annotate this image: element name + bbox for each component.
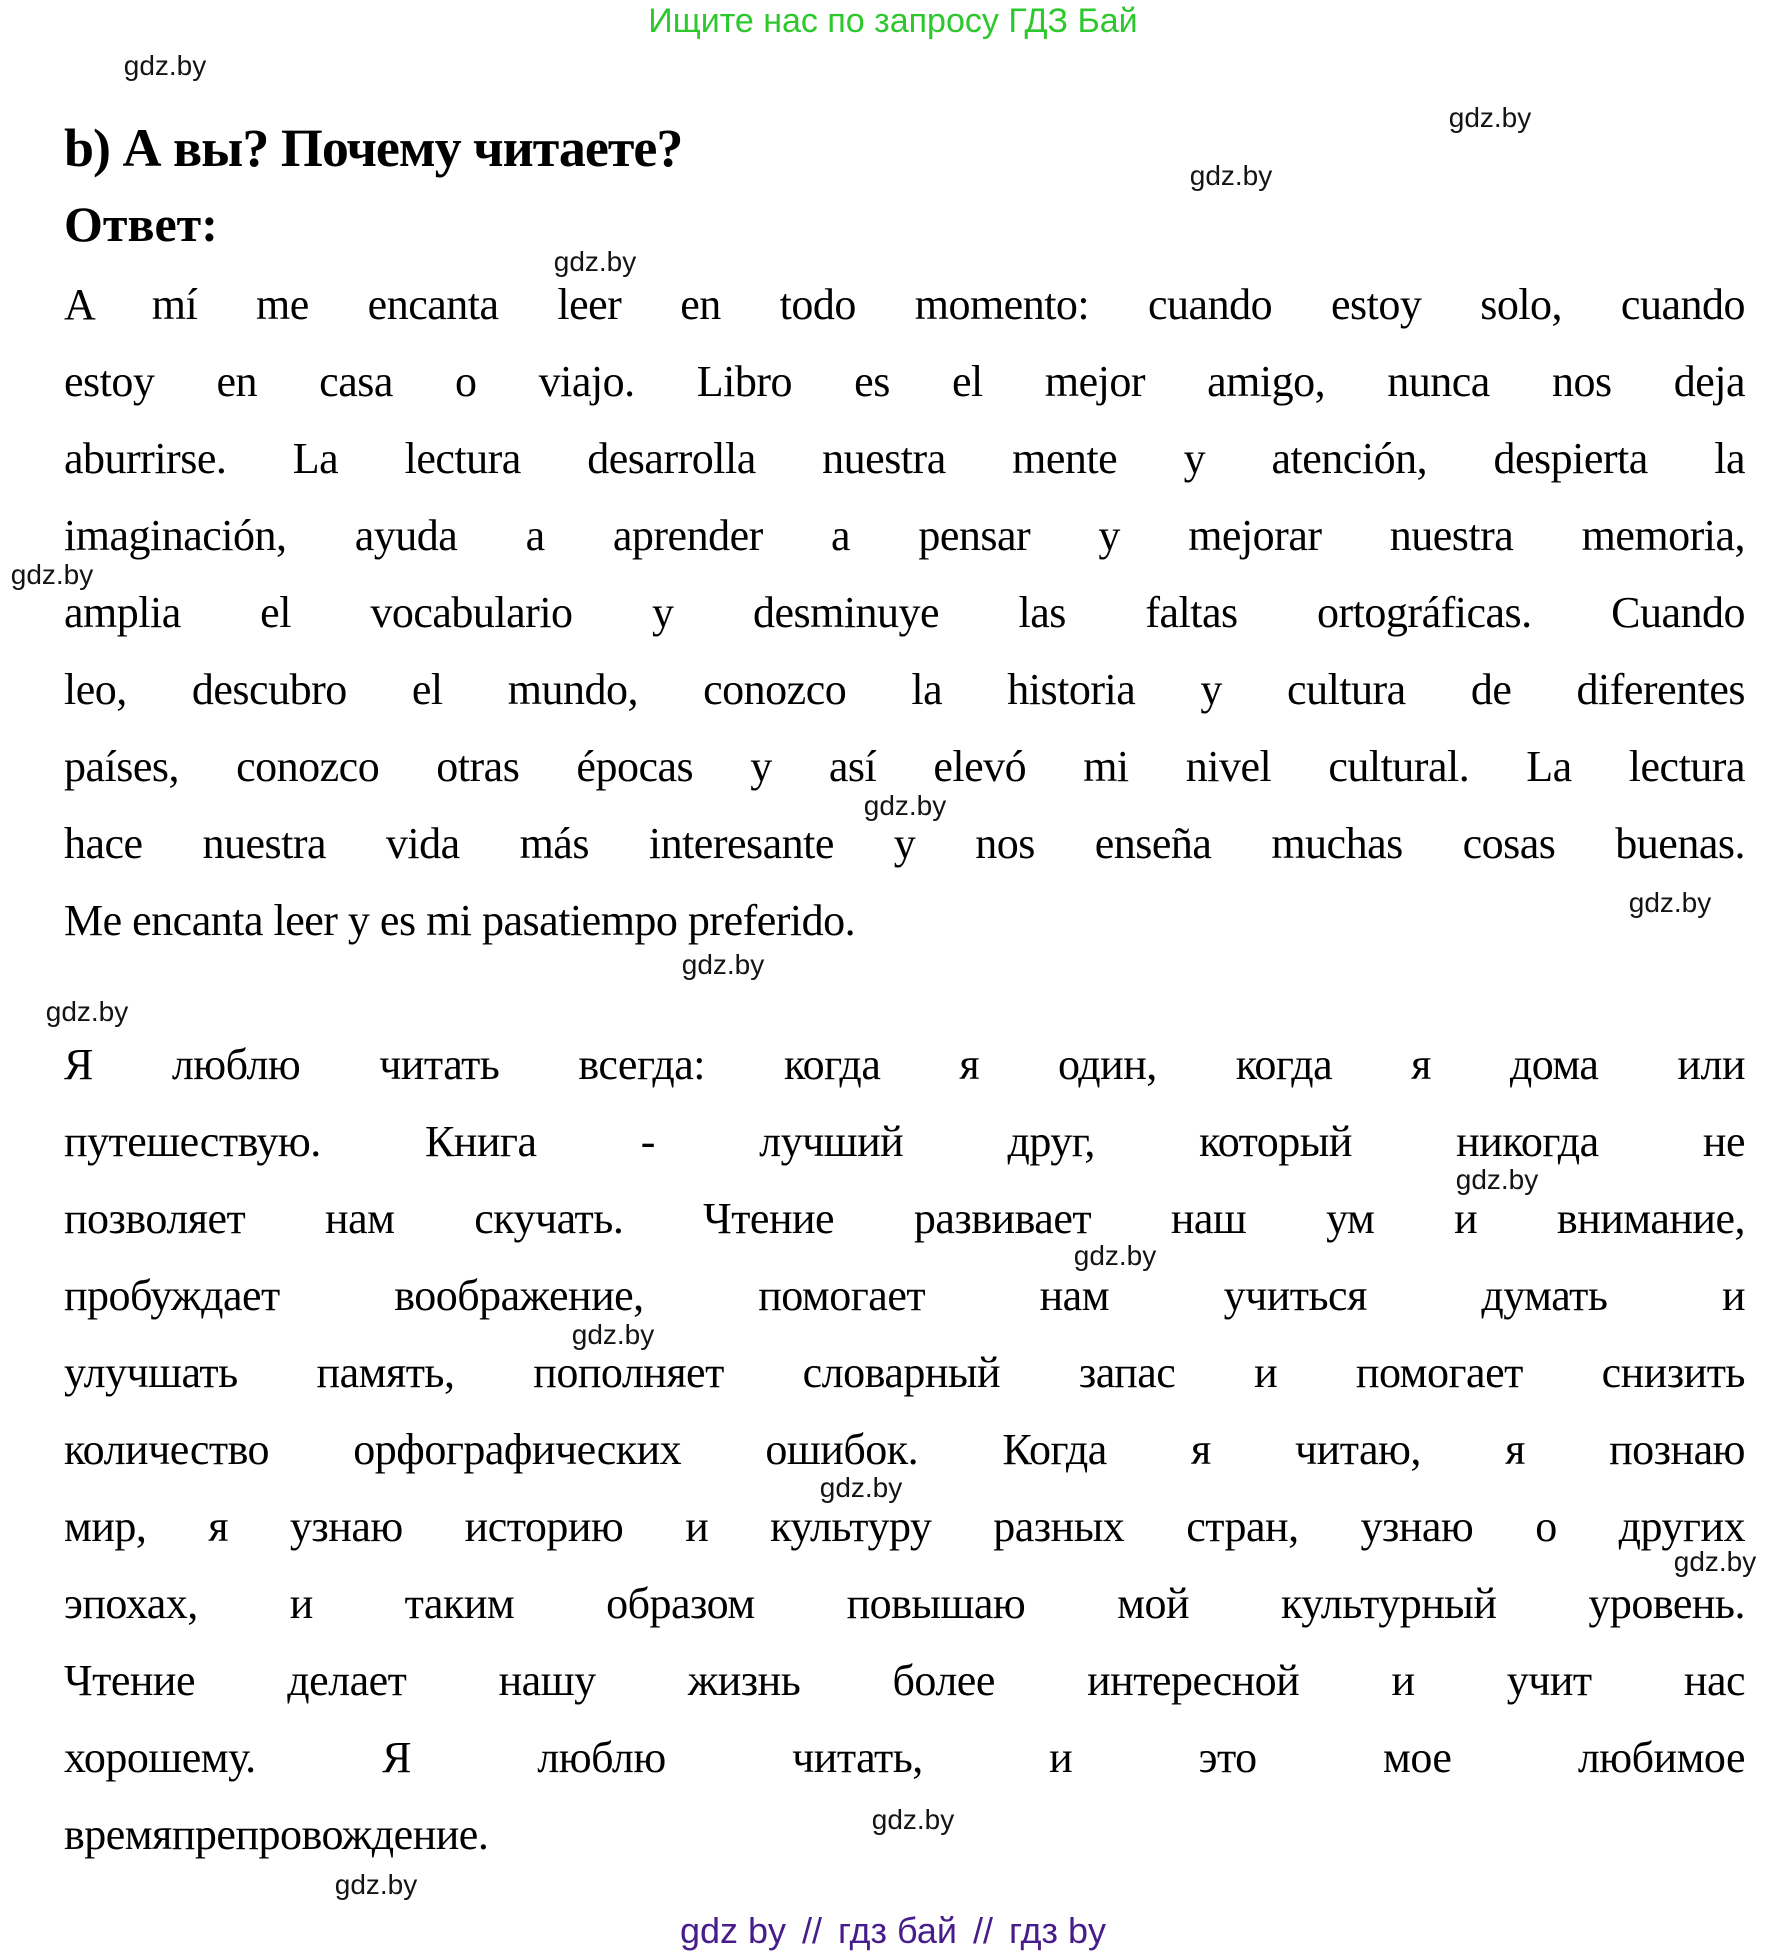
footer-separator: // [972, 1910, 993, 1951]
promo-banner: Ищите нас по запросу ГДЗ Бай [648, 2, 1138, 40]
footer-link-gdz-by-latin: gdz by [679, 1910, 787, 1951]
text-line: imaginación, ayuda a aprender a pensar y mejorar nuestra memoria, [64, 511, 1745, 560]
text-line: Я люблю читать всегда: когда я один, когда я дома или [64, 1040, 1745, 1089]
gdz-watermark: gdz.by [571, 1319, 655, 1350]
text-line: позволяет нам скучать. Чтение развивает наш ум и внимание, [64, 1194, 1745, 1243]
footer-link-gdz-by-cyrillic: гдз by [1009, 1910, 1107, 1951]
footer-link-gdz-bai: гдз бай [838, 1910, 957, 1951]
spanish-answer-paragraph [64, 266, 1745, 959]
gdz-watermark: gdz.by [1073, 1240, 1157, 1271]
gdz-watermark: gdz.by [1448, 102, 1532, 133]
gdz-watermark: gdz.by [1455, 1164, 1539, 1195]
gdz-watermark: gdz.by [123, 50, 207, 81]
text-line: estoy en casa o viajo. Libro es el mejor amigo, nunca nos deja [64, 357, 1745, 406]
gdz-watermark: gdz.by [1189, 160, 1273, 191]
footer-links [0, 1908, 1786, 1954]
text-line: хорошему. Я люблю читать, и это мое любимое [64, 1733, 1745, 1782]
text-line: Me encanta leer y es mi pasatiempo preferido. [64, 896, 856, 945]
gdz-watermark: gdz.by [863, 790, 947, 821]
gdz-watermark: gdz.by [10, 559, 94, 590]
text-line: Чтение делает нашу жизнь более интересной и учит нас [64, 1656, 1745, 1705]
text-line: aburrirse. La lectura desarrolla nuestra mente y atención, despierta la [64, 434, 1745, 483]
gdz-watermark: gdz.by [1673, 1546, 1757, 1577]
text-line: эпохах, и таким образом повышаю мой культурный уровень. [64, 1579, 1745, 1628]
text-line: amplia el vocabulario y desminuye las faltas ortográficas. Cuando [64, 588, 1745, 637]
text-line: A mí me encanta leer en todo momento: cuando estoy solo, cuando [64, 280, 1745, 329]
gdz-watermark: gdz.by [45, 996, 129, 1027]
text-line: количество орфографических ошибок. Когда я читаю, я познаю [64, 1425, 1745, 1474]
text-line: hace nuestra vida más interesante y nos enseña muchas cosas buenas. [64, 819, 1745, 868]
gdz-watermark: gdz.by [553, 246, 637, 277]
text-line: пробуждает воображение, помогает нам учиться думать и [64, 1271, 1745, 1320]
gdz-watermark: gdz.by [819, 1472, 903, 1503]
text-line: улучшать память, пополняет словарный запас и помогает снизить [64, 1348, 1745, 1397]
russian-translation-paragraph [64, 1026, 1745, 1873]
footer-separator: // [802, 1910, 823, 1951]
text-line: países, conozco otras épocas y así elevó mi nivel cultural. La lectura [64, 742, 1745, 791]
text-line: времяпрепровождение. [64, 1810, 489, 1859]
gdz-watermark: gdz.by [1628, 887, 1712, 918]
gdz-watermark: gdz.by [871, 1804, 955, 1835]
task-heading: b) А вы? Почему читаете? [64, 118, 683, 178]
answer-label: Ответ: [64, 196, 218, 252]
gdz-watermark: gdz.by [681, 949, 765, 980]
text-line: путешествую. Книга - лучший друг, который никогда не [64, 1117, 1745, 1166]
gdz-watermark: gdz.by [334, 1869, 418, 1900]
text-line: leo, descubro el mundo, conozco la historia y cultura de diferentes [64, 665, 1745, 714]
text-line: мир, я узнаю историю и культуру разных стран, узнаю о других [64, 1502, 1745, 1551]
